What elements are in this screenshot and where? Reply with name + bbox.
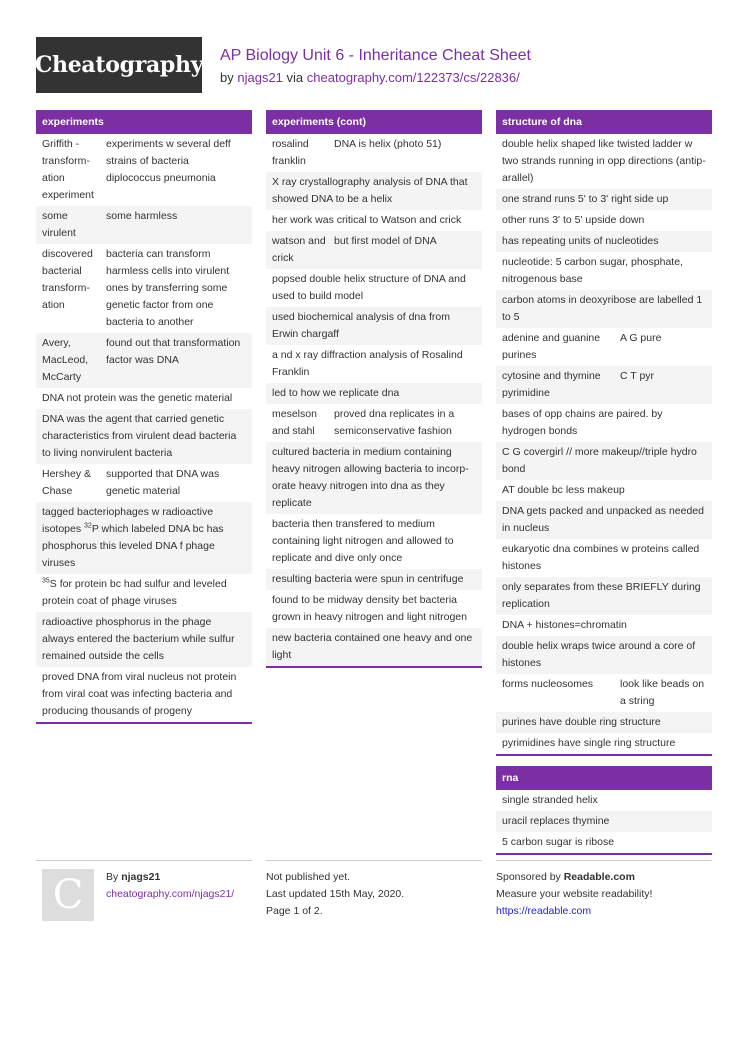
table-row: DNA + histones=chromatin [502, 619, 627, 631]
isotope-superscript: 35 [42, 577, 50, 585]
sheet-url-link[interactable]: cheatography.com/122373/cs/22836/ [306, 70, 520, 85]
row-value: some harmless [106, 210, 178, 222]
table-row: DNA not protein was the genetic material [42, 392, 233, 404]
sponsor-tagline: Measure your website readability! [496, 888, 653, 900]
table-row [36, 206, 252, 244]
sponsored-label: Sponsored by [496, 871, 561, 883]
table-row [36, 464, 252, 502]
byline-by: by [220, 70, 234, 85]
section-heading: experiments [36, 110, 252, 134]
table-row: 5 carbon sugar is ribose [502, 836, 615, 848]
author-link[interactable]: njags21 [237, 70, 283, 85]
row-value: supported that DNA was genetic material [106, 468, 220, 497]
table-row [36, 134, 252, 206]
section-structure-of-dna [496, 110, 712, 756]
table-row: proved DNA from viral nucleus not protein from viral coat was infecting bacteria and producing thousands of progeny [42, 671, 237, 717]
sponsor-line [496, 869, 712, 886]
table-row: eukaryotic dna combines w proteins called histones [502, 543, 700, 572]
row-value: A G pure [620, 332, 662, 344]
byline-via: via [286, 70, 304, 85]
section-heading: rna [496, 766, 712, 790]
table-row: uracil replaces thymine [496, 811, 712, 832]
section-body [36, 134, 252, 722]
row-key: adenine and guanine purines [502, 332, 601, 361]
row-key: rosalind franklin [272, 138, 309, 167]
footer-by-label: By [106, 871, 119, 883]
row-value: but first model of DNA [334, 235, 437, 247]
section-rna [496, 766, 712, 855]
row-value: C T pyr [620, 370, 655, 382]
row-key: some virulent [42, 210, 76, 239]
row-key: watson and crick [272, 235, 326, 264]
table-row: double helix wraps twice around a core of histones [496, 636, 712, 674]
last-updated: Last updated 15th May, 2020. [266, 888, 405, 900]
sponsor-name: Readable.com [563, 871, 635, 883]
table-row: found to be midway density bet bacteria grown in heavy nitrogen and light nitrogen [272, 594, 467, 623]
row-key: Avery, MacLeod, McCarty [42, 337, 89, 383]
table-row: C G covergirl // more makeup//triple hydro bond [496, 442, 712, 480]
avatar[interactable]: C [42, 869, 94, 921]
column-1 [36, 110, 252, 734]
table-row: bacteria then transfered to medium containing light nitrogen and allowed to replicate and dive only once [272, 518, 454, 564]
row-value: found out that transformation factor was DNA [106, 337, 241, 366]
table-row: purines have double ring structure [496, 712, 712, 733]
footer-author [36, 860, 252, 918]
cheatography-logo[interactable]: Cheatography [36, 37, 202, 93]
page-title: AP Biology Unit 6 - Inheritance Cheat Sheet [220, 47, 531, 64]
footer-by-line [106, 869, 252, 886]
table-row [266, 134, 482, 172]
table-row: used biochemical analysis of dna from Erwin chargaff [266, 307, 482, 345]
section-experiments-cont [266, 110, 482, 668]
row-text: S for protein bc had sulfur and leveled protein coat of phage viruses [42, 578, 227, 607]
row-key: Hershey & Chase [42, 468, 92, 497]
footer-sponsor [496, 860, 712, 920]
table-row: DNA was the agent that carried genetic characteristics from virulent dead bacteria to living nonvirulent bacteria [36, 409, 252, 464]
table-row: other runs 3' to 5' upside down [502, 214, 645, 226]
table-row: bases of opp chains are paired. by hydrogen bonds [502, 408, 663, 437]
section-heading: experiments (cont) [266, 110, 482, 134]
row-value: DNA is helix (photo 51) [334, 138, 442, 150]
footer-meta [266, 860, 482, 920]
table-row: led to how we replicate dna [266, 383, 482, 404]
byline [220, 70, 531, 85]
table-row [36, 502, 252, 574]
row-key: Griffith - transform-ation experiment [42, 138, 94, 201]
page-number: Page 1 of 2. [266, 905, 323, 917]
footer [36, 860, 714, 940]
section-heading: structure of dna [496, 110, 712, 134]
row-value: look like beads on a string [620, 678, 705, 707]
footer-author-name: njags21 [121, 871, 161, 883]
sponsor-link[interactable]: https://readable.com [496, 905, 592, 917]
isotope-superscript: 32 [84, 522, 92, 530]
section-body [496, 790, 712, 853]
table-row [266, 231, 482, 269]
table-row [36, 574, 252, 612]
table-row: DNA gets packed and unpacked as needed in nucleus [496, 501, 712, 539]
table-row: AT double bc less makeup [502, 484, 625, 496]
header [36, 37, 714, 93]
column-2 [266, 110, 482, 678]
row-key: cytosine and thymine pyrimidine [502, 370, 601, 399]
table-row: pyrimidines have single ring structure [502, 737, 676, 749]
table-row: double helix shaped like twisted ladder w two strands running in opp directions (antip-arallel) [502, 138, 706, 184]
table-row: has repeating units of nucleotides [496, 231, 712, 252]
table-row: only separates from these BRIEFLY during replication [496, 577, 712, 615]
table-row [496, 366, 712, 404]
row-key: forms nucleosomes [502, 678, 594, 690]
table-row: radioactive phosphorus in the phage always entered the bacterium while sulfur remained outside the cells [36, 612, 252, 667]
table-row: new bacteria contained one heavy and one light [266, 628, 482, 666]
row-key: meselson and stahl [272, 408, 317, 437]
table-row: one strand runs 5' to 3' right side up [496, 189, 712, 210]
table-row: single stranded helix [502, 794, 598, 806]
row-text: tagged bacteriophages w radioactive isotopes [42, 506, 214, 535]
footer-author-link[interactable]: cheatography.com/njags21/ [106, 888, 235, 900]
table-row [36, 244, 252, 333]
footer-author-text [106, 869, 252, 903]
row-value: bacteria can transform harmless cells into virulent ones by transferring some genetic factor from one bacteria to another [106, 248, 230, 328]
table-row: cultured bacteria in medium containing heavy nitrogen allowing bacteria to incorp-orate heavy nitrogen into dna as they replicate [266, 442, 482, 514]
row-value: experiments w several deff strains of bacteria diplococcus pneumonia [106, 138, 231, 184]
table-row [496, 328, 712, 366]
row-text: P which labeled DNA bc has phosphorus this leveled DNA f phage viruses [42, 523, 224, 569]
row-key: discovered bacterial transform-ation [42, 248, 93, 311]
table-row: her work was critical to Watson and crick [272, 214, 462, 226]
table-row: popsed double helix structure of DNA and used to build model [272, 273, 466, 302]
table-row: nucleotide: 5 carbon sugar, phosphate, nitrogenous base [502, 256, 683, 285]
section-body [266, 134, 482, 666]
table-row: resulting bacteria were spun in centrifuge [266, 569, 482, 590]
column-3 [496, 110, 712, 865]
table-row: a nd x ray diffraction analysis of Rosalind Franklin [272, 349, 463, 378]
published-status: Not published yet. [266, 871, 351, 883]
section-experiments [36, 110, 252, 724]
table-row: carbon atoms in deoxyribose are labelled 1 to 5 [496, 290, 712, 328]
title-block [220, 47, 531, 85]
table-row [496, 674, 712, 712]
table-row [266, 404, 482, 442]
section-body [496, 134, 712, 754]
row-value: proved dna replicates in a semiconservative fashion [334, 408, 455, 437]
table-row: X ray crystallography analysis of DNA that showed DNA to be a helix [266, 172, 482, 210]
table-row [36, 333, 252, 388]
